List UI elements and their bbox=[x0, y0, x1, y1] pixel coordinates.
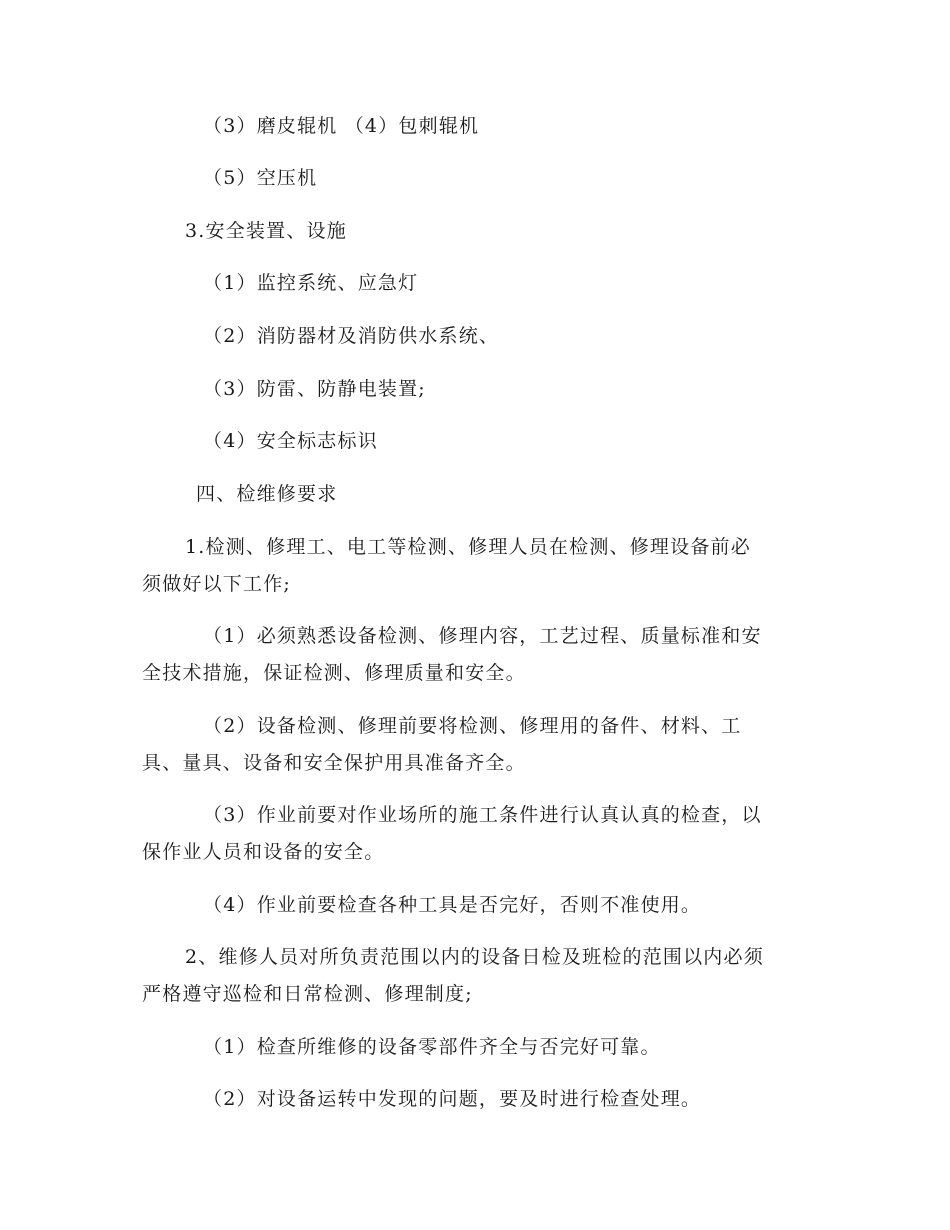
text-line-4: （1）监控系统、应急灯 bbox=[203, 272, 419, 294]
item-5-line-1: （1）检查所维修的设备零部件齐全与否完好可靠。 bbox=[203, 1036, 661, 1058]
paragraph-1-line-1: 1.检测、修理工、电工等检测、修理人员在检测、修理设备前必 bbox=[185, 536, 751, 558]
text-line-7: （4）安全标志标识 bbox=[203, 430, 378, 452]
item-4-line-1: （4）作业前要检查各种工具是否完好，否则不准使用。 bbox=[203, 894, 702, 916]
text-line-1: （3）磨皮辊机 （4）包刺辊机 bbox=[203, 115, 480, 137]
paragraph-2-line-1: 2、维修人员对所负责范围以内的设备日检及班检的范围以内必须 bbox=[185, 946, 764, 968]
text-line-6: （3）防雷、防静电装置; bbox=[203, 378, 426, 400]
item-1-line-2: 全技术措施，保证检测、修理质量和安全。 bbox=[142, 662, 526, 684]
item-3-line-1: （3）作业前要对作业场所的施工条件进行认真认真的检查，以 bbox=[203, 804, 762, 826]
section-heading-maintenance-requirements: 四、检维修要求 bbox=[196, 483, 338, 505]
section-heading-safety-devices: 3.安全装置、设施 bbox=[185, 220, 347, 242]
item-1-line-1: （1）必须熟悉设备检测、修理内容，工艺过程、质量标准和安 bbox=[203, 625, 762, 647]
item-2-line-1: （2）设备检测、修理前要将检测、修理用的备件、材料、工 bbox=[203, 715, 742, 737]
item-3-line-2: 保作业人员和设备的安全。 bbox=[142, 841, 385, 863]
paragraph-1-line-2: 须做好以下工作; bbox=[142, 573, 292, 595]
item-6-line-1: （2）对设备运转中发现的问题，要及时进行检查处理。 bbox=[203, 1088, 702, 1110]
text-line-5: （2）消防器材及消防供水系统、 bbox=[203, 325, 500, 347]
paragraph-2-line-2: 严格遵守巡检和日常检测、修理制度; bbox=[142, 983, 473, 1005]
item-2-line-2: 具、量具、设备和安全保护用具准备齐全。 bbox=[142, 752, 526, 774]
text-line-2: （5）空压机 bbox=[203, 167, 318, 189]
